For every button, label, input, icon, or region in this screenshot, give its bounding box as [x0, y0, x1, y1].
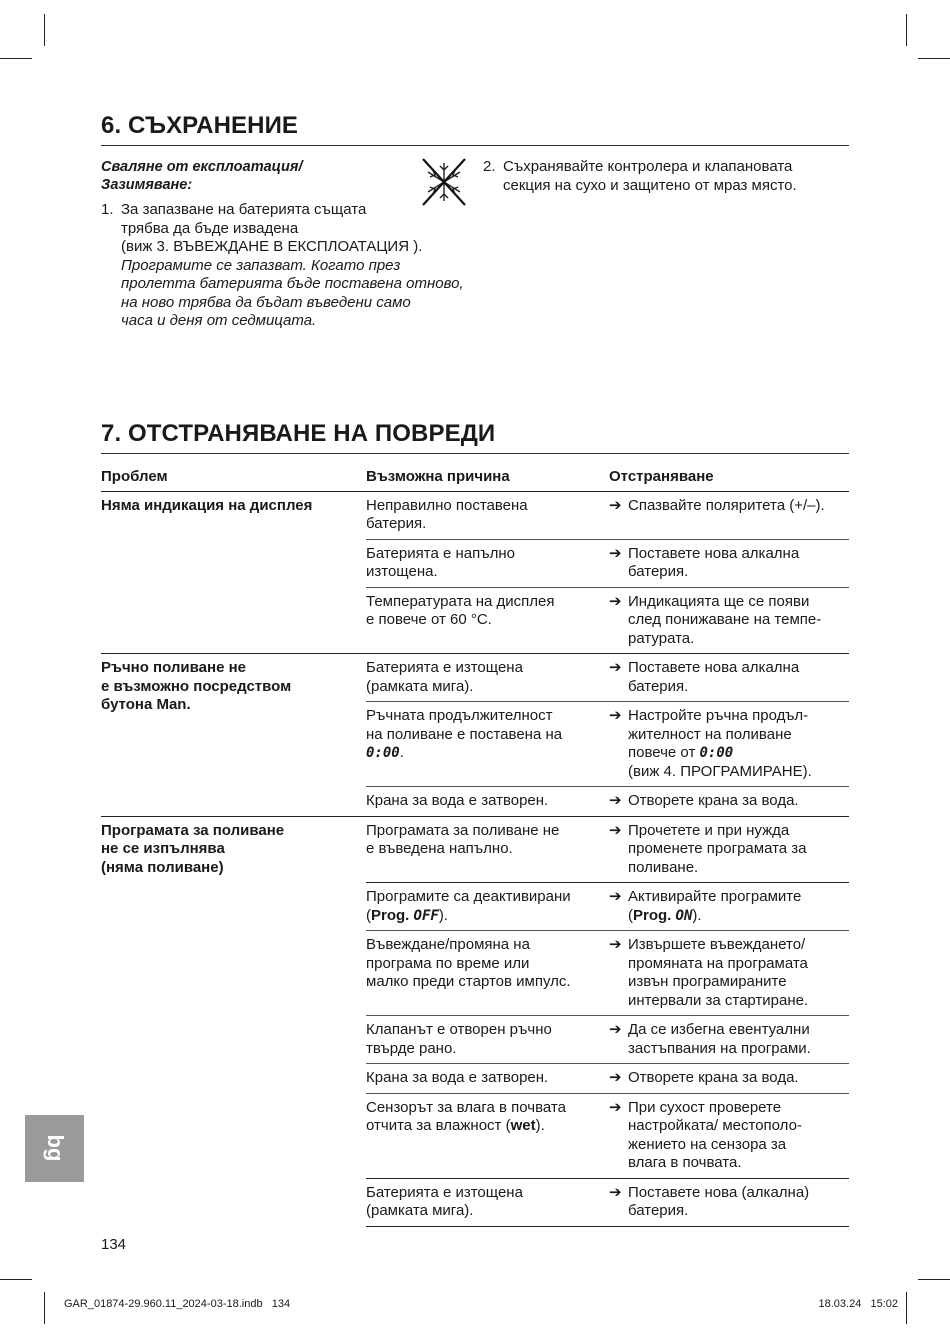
- cause-cell: Въвеждане/промяна на програма по време или малко преди стартов импулс.: [366, 931, 609, 1016]
- language-code: bg: [43, 1134, 68, 1162]
- fix-cell: ➔ Активирайте програмите (Prog. ON).: [609, 883, 849, 931]
- display-value: 0:00: [699, 745, 734, 761]
- fix-cell: ➔ Извършете въвеждането/ промяната на програмата извън програмираните интервали за стартиране.: [609, 931, 849, 1016]
- section-7-rule: [101, 453, 849, 454]
- fix-cell: ➔ Настройте ръчна продъл- жителност на поливане повече от 0:00 (виж 4. ПРОГРАМИРАНЕ).: [609, 702, 849, 787]
- cause-cell: Ръчната продължителност на поливане е поставена на 0:00.: [366, 702, 609, 787]
- crop-mark: [44, 1292, 45, 1324]
- arrow-right-icon: ➔: [609, 496, 622, 514]
- header-fix: Отстраняване: [609, 462, 849, 491]
- crop-mark: [918, 1279, 950, 1280]
- header-cause: Възможна причина: [366, 462, 609, 491]
- cause-cell: Крана за вода е затворен.: [366, 787, 609, 817]
- fix-cell: ➔ Спазвайте поляритета (+/–).: [609, 496, 825, 514]
- display-value: 0:00: [366, 745, 400, 761]
- arrow-right-icon: ➔: [609, 1069, 622, 1086]
- storage-subtitle: Сваляне от експлоатация/ Зазимяване:: [101, 159, 303, 193]
- fix-cell: ➔ Поставете нова (алкална) батерия.: [609, 1178, 849, 1226]
- table-row: [101, 816, 849, 883]
- arrow-right-icon: ➔: [609, 592, 622, 610]
- troubleshooting-table: [101, 462, 849, 1227]
- problem-cell: Няма индикация на дисплея: [101, 496, 313, 514]
- fix-cell: ➔ Индикацията ще се появи след понижаване на темпе- ратурата.: [609, 587, 849, 654]
- fix-cell: ➔ Да се избегна евентуални застъпвания на програми.: [609, 1016, 849, 1064]
- section-7-title: 7. ОТСТРАНЯВАНЕ НА ПОВРЕДИ: [101, 420, 496, 447]
- page-number: 134: [101, 1236, 127, 1253]
- arrow-right-icon: ➔: [609, 936, 622, 953]
- no-frost-icon: [421, 157, 467, 207]
- table-row: [101, 654, 849, 702]
- section-6-title: 6. СЪХРАНЕНИЕ: [101, 112, 299, 139]
- fix-cell: ➔ Прочетете и при нужда променете програмата за поливане.: [609, 816, 849, 883]
- arrow-right-icon: ➔: [609, 1098, 622, 1116]
- arrow-right-icon: ➔: [609, 792, 622, 809]
- cause-cell: Батерията е изтощена (рамката мига).: [366, 1178, 609, 1226]
- section-6-rule: [101, 145, 849, 146]
- crop-mark: [906, 14, 907, 46]
- display-value: ON: [675, 907, 693, 924]
- crop-mark: [0, 58, 32, 59]
- fix-cell: ➔ При сухост проверете настройката/ местополо- жението на сензора за влага в почвата.: [609, 1093, 849, 1178]
- arrow-right-icon: ➔: [609, 707, 622, 724]
- fix-cell: ➔ Поставете нова алкална батерия.: [609, 539, 849, 587]
- cause-cell: Температурата на дисплея е повече от 60 °C.: [366, 587, 609, 654]
- arrow-right-icon: ➔: [609, 888, 622, 905]
- arrow-right-icon: ➔: [609, 544, 622, 562]
- arrow-right-icon: ➔: [609, 821, 622, 839]
- arrow-right-icon: ➔: [609, 659, 622, 676]
- storage-item-1: 1. За запазване на батерията същата трябва да бъде извадена (виж 3. ВЪВЕЖДАНЕ В ЕКСПЛОАТАЦИЯ ). Програмите се запазват. Когато през пролетта батерията бъде поставена отново, на ново трябва да бъдат въведени само часа и деня от седмицата.: [101, 201, 464, 329]
- fix-cell: ➔ Отворете крана за вода.: [609, 1064, 849, 1094]
- crop-mark: [918, 58, 950, 59]
- crop-mark: [906, 1292, 907, 1324]
- cause-cell: Програмите са деактивирани (Prog. OFF).: [366, 883, 609, 931]
- fix-cell: ➔ Отворете крана за вода.: [609, 787, 849, 817]
- arrow-right-icon: ➔: [609, 1021, 622, 1038]
- footer-file-info: GAR_01874-29.960.11_2024-03-18.indb 134: [64, 1298, 291, 1310]
- problem-cell: Програмата за поливане не се изпълнява (няма поливане): [101, 816, 366, 1226]
- problem-cell: Ръчно поливане не е възможно посредством бутона Man.: [101, 654, 366, 817]
- cause-cell: Програмата за поливане не е въведена напълно.: [366, 816, 609, 883]
- fix-cell: ➔ Поставете нова алкална батерия.: [609, 654, 849, 702]
- language-tab: [25, 1115, 84, 1182]
- header-problem: Проблем: [101, 462, 366, 491]
- cause-cell: Батерията е напълно изтощена.: [366, 539, 609, 587]
- display-value: OFF: [413, 907, 439, 924]
- footer-datetime: 18.03.24 15:02: [818, 1298, 898, 1310]
- storage-item-2: 2. Съхранявайте контролера и клапановата секция на сухо и защитено от мраз място.: [483, 158, 797, 194]
- table-row: [101, 491, 849, 539]
- cause-cell: Неправилно поставена батерия.: [366, 496, 528, 532]
- crop-mark: [0, 1279, 32, 1280]
- cause-cell: Клапанът е отворен ръчно твърде рано.: [366, 1016, 609, 1064]
- cause-cell: Крана за вода е затворен.: [366, 1064, 609, 1094]
- cause-cell: Сензорът за влага в почвата отчита за влажност (wet).: [366, 1093, 609, 1178]
- table-header-row: [101, 462, 849, 491]
- crop-mark: [44, 14, 45, 46]
- arrow-right-icon: ➔: [609, 1183, 622, 1201]
- cause-cell: Батерията е изтощена (рамката мига).: [366, 654, 609, 702]
